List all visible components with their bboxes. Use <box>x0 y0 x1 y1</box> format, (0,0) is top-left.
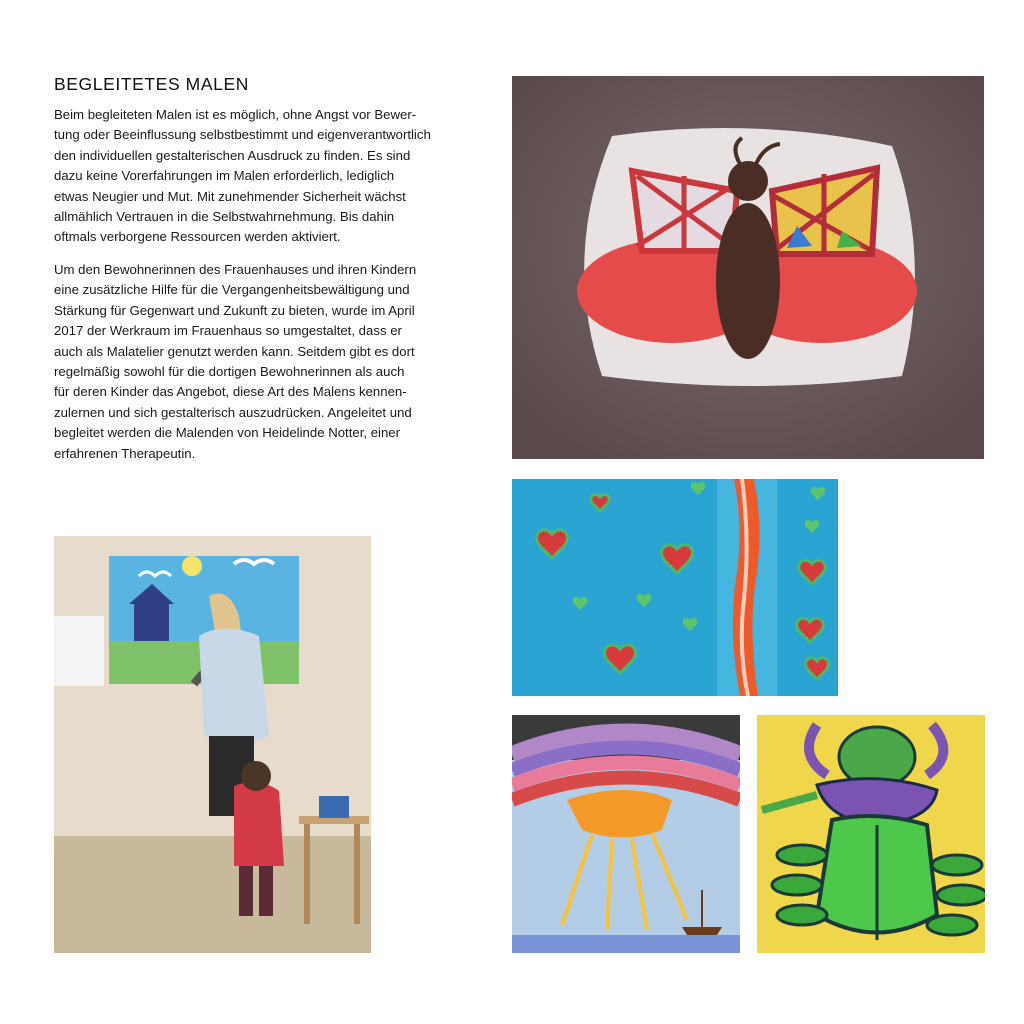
text-line: Beim begleiteten Malen ist es möglich, ohne Angst vor Bewer- <box>54 107 417 122</box>
text-line: den individuellen gestalterischen Ausdruck zu finden. Es sind <box>54 147 411 163</box>
text-line: tung oder Beeinflussung selbstbestimmt und eigenverantwortlich <box>54 127 431 143</box>
text-line: oftmals verborgene Ressourcen werden aktiviert. <box>54 229 341 245</box>
rainbow-painting-image <box>512 715 740 953</box>
studio-photo-image <box>54 536 371 953</box>
body-paragraph <box>54 260 484 464</box>
butterfly-painting-image <box>512 76 984 459</box>
text-line: für deren Kinder das Angebot, diese Art des Malens kennen- <box>54 384 407 400</box>
text-line: erfahrenen Therapeutin. <box>54 445 196 461</box>
beetle-painting-image <box>757 715 985 953</box>
text-line: allmählich Vertrauen in die Selbstwahrnehmung. Bis dahin <box>54 209 395 225</box>
text-line: dazu keine Vorerfahrungen im Malen erforderlich, lediglich <box>54 168 395 184</box>
text-line: etwas Neugier und Mut. Mit zunehmender Sicherheit wächst <box>54 188 406 204</box>
text-line: 2017 der Werkraum im Frauenhaus so umgestaltet, dass er <box>54 323 402 339</box>
intro-paragraph <box>54 105 484 248</box>
text-line: Stärkung für Gegenwart und Zukunft zu bieten, wurde im April <box>54 302 415 318</box>
page-title: BEGLEITETES MALEN <box>54 74 249 94</box>
hearts-painting-image <box>512 479 838 696</box>
text-line: zulernen und sich gestalterisch auszudrücken. Angeleitet und <box>54 404 412 420</box>
text-line: auch als Malatelier genutzt werden kann. Seitdem gibt es dort <box>54 343 415 359</box>
text-line: eine zusätzliche Hilfe für die Vergangenheitsbewältigung und <box>54 282 410 298</box>
text-line: begleitet werden die Malenden von Heidelinde Notter, einer <box>54 425 401 441</box>
text-line: Um den Bewohnerinnen des Frauenhauses und ihren Kindern <box>54 262 417 277</box>
text-line: regelmäßig sowohl für die dortigen Bewohnerinnen als auch <box>54 364 405 380</box>
